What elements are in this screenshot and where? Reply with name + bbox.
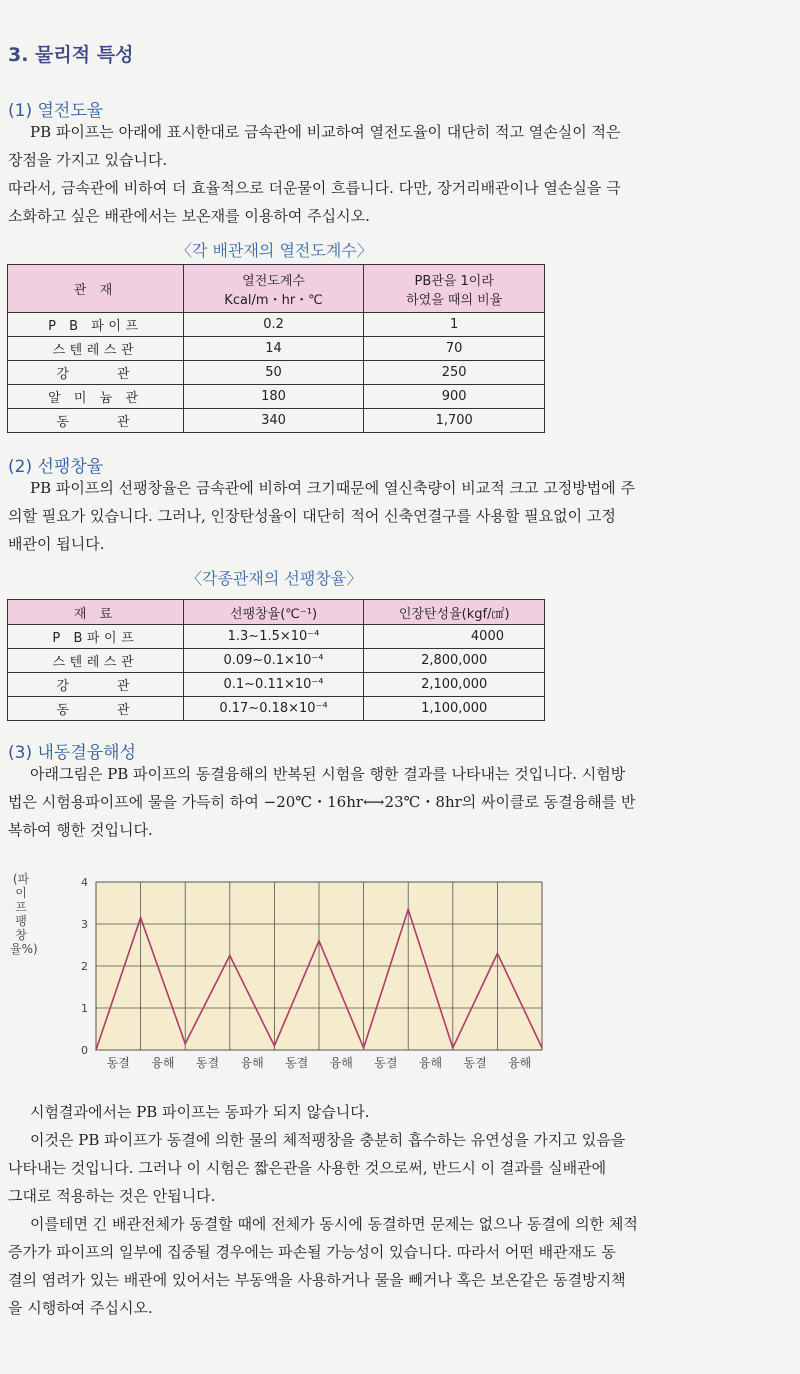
freeze-thaw-chart (30, 868, 560, 1080)
x-tick-label: 융해 (418, 1056, 443, 1070)
table-row (8, 673, 545, 697)
cell-expansion: 0.17∼0.18×10⁻⁴ (183, 697, 364, 721)
table-header-material: 관 재 (8, 265, 184, 313)
table-header-coefficient (183, 265, 364, 313)
table-row (8, 409, 545, 433)
data-point (95, 1049, 97, 1051)
table-header-ratio (364, 265, 545, 313)
table-header-expansion: 선팽창율(℃⁻¹) (183, 600, 364, 625)
header-line: PB관을 1이라 (414, 273, 494, 289)
x-tick-label: 융해 (508, 1056, 532, 1070)
table-row (8, 697, 545, 721)
x-tick-label: 융해 (329, 1056, 353, 1070)
thermal-conductivity-table (7, 264, 545, 433)
paragraph-line: 이를테면 긴 배관전체가 동결할 때에 전체가 동시에 동결하면 문제는 없으나 동결에 의한 체적 (30, 1215, 638, 1233)
cell-coefficient: 180 (183, 385, 364, 409)
main-title: 3. 물리적 특성 (8, 44, 134, 66)
cell-expansion: 0.1∼0.11×10⁻⁴ (183, 673, 364, 697)
x-tick-label: 융해 (151, 1056, 175, 1070)
cell-ratio: 900 (364, 385, 545, 409)
paragraph-line: 을 시행하여 주십시오. (8, 1299, 153, 1317)
cell-coefficient: 14 (183, 337, 364, 361)
section-2-paragraph (8, 474, 788, 558)
header-line: Kcal/m・hr・℃ (224, 292, 323, 308)
paragraph-line: 의할 필요가 있습니다. 그러나, 인장탄성율이 대단히 적어 신축연결구를 사용할 필요없이 고정 (8, 507, 616, 525)
cell-material: 알 미 늄 관 (8, 385, 184, 409)
cell-material: 스텐레스관 (8, 649, 184, 673)
data-point (497, 953, 499, 955)
cell-coefficient: 340 (183, 409, 364, 433)
x-tick-label: 동결 (106, 1056, 130, 1070)
paragraph-line: 장점을 가지고 있습니다. (8, 151, 168, 169)
data-point (229, 955, 231, 957)
cell-coefficient: 0.2 (183, 313, 364, 337)
x-tick-label: 동결 (285, 1056, 309, 1070)
cell-modulus: 4000 (364, 625, 545, 649)
paragraph-line: 법은 시험용파이프에 물을 가득히 하여 −20℃・16hr⟷23℃・8hr의 싸이클로 동결융해를 반 (8, 793, 636, 811)
table-row (8, 337, 545, 361)
paragraph-line: 그대로 적용하는 것은 안됩니다. (8, 1187, 216, 1205)
paragraph-line: PB 파이프는 아래에 표시한대로 금속관에 비교하여 열전도율이 대단히 적고 열손실이 적은 (30, 123, 621, 141)
cell-modulus: 2,800,000 (364, 649, 545, 673)
paragraph-line: 아래그림은 PB 파이프의 동결융해의 반복된 시험을 행한 결과를 나타내는 것입니다. 시험방 (30, 765, 626, 783)
cell-material: P B파이프 (8, 625, 184, 649)
header-line: 열전도계수 (242, 273, 305, 289)
y-tick-label: 3 (81, 918, 88, 931)
cell-ratio: 250 (364, 361, 545, 385)
data-point (184, 1043, 186, 1045)
section-3-title: (3) 내동결융해성 (8, 743, 137, 763)
paragraph-line: 소화하고 싶은 배관에서는 보온재를 이용하여 주십시오. (8, 207, 370, 225)
table-row (8, 313, 545, 337)
paragraph-line: PB 파이프의 선팽창율은 금속관에 비하여 크기때문에 열신축량이 비교적 크고 고정방법에 주 (30, 479, 635, 497)
x-tick-label: 융해 (240, 1056, 264, 1070)
cell-coefficient: 50 (183, 361, 364, 385)
y-tick-label: 0 (81, 1044, 88, 1057)
cell-ratio: 1 (364, 313, 545, 337)
x-tick-label: 동결 (463, 1056, 487, 1070)
paragraph-line: 이것은 PB 파이프가 동결에 의한 물의 체적팽창을 충분히 흡수하는 유연성을 가지고 있음을 (30, 1131, 626, 1149)
table-row (8, 361, 545, 385)
cell-modulus: 2,100,000 (364, 673, 545, 697)
cell-expansion: 0.09∼0.1×10⁻⁴ (183, 649, 364, 673)
y-tick-label: 4 (81, 876, 88, 889)
data-point (541, 1047, 543, 1049)
section-1-paragraph (8, 118, 788, 230)
cell-material: 강 관 (8, 361, 184, 385)
paragraph-line: 나타내는 것입니다. 그러나 이 시험은 짧은관을 사용한 것으로써, 반드시 이 결과를 실배관에 (8, 1159, 607, 1177)
table-1-caption: 〈각 배관재의 열전도계수〉 (176, 241, 373, 260)
cell-material: 동 관 (8, 409, 184, 433)
table-header-modulus: 인장탄성율(kgf/㎠) (364, 600, 545, 625)
cell-ratio: 1,700 (364, 409, 545, 433)
y-tick-label: 2 (81, 960, 88, 973)
cell-material: 동 관 (8, 697, 184, 721)
table-header-material: 재 료 (8, 600, 184, 625)
section-1-title: (1) 열전도율 (8, 101, 104, 121)
chart-y-axis-label: (파이프팽창율%) (10, 872, 38, 956)
linear-expansion-table (7, 599, 545, 721)
table-2-caption: 〈각종관재의 선팽창율〉 (186, 569, 363, 588)
cell-material: 강 관 (8, 673, 184, 697)
table-row (8, 625, 545, 649)
paragraph-line: 시험결과에서는 PB 파이프는 동파가 되지 않습니다. (30, 1103, 370, 1121)
cell-material: 스텐레스관 (8, 337, 184, 361)
conclusion-paragraph (8, 1098, 788, 1322)
paragraph-line: 결의 염려가 있는 배관에 있어서는 부동액을 사용하거나 물을 빼거나 혹은 보온같은 동결방지책 (8, 1271, 626, 1289)
table-row (8, 649, 545, 673)
section-3-paragraph (8, 760, 788, 844)
data-point (140, 917, 142, 919)
paragraph-line: 따라서, 금속관에 비하여 더 효율적으로 더운물이 흐릅니다. 다만, 장거리배관이나 열손실을 극 (8, 179, 621, 197)
data-point (407, 909, 409, 911)
data-point (318, 940, 320, 942)
paragraph-line: 복하여 행한 것입니다. (8, 821, 153, 839)
x-tick-label: 동결 (374, 1056, 398, 1070)
paragraph-line: 배관이 됩니다. (8, 535, 105, 553)
section-2-title: (2) 선팽창율 (8, 457, 104, 477)
cell-material: P B 파이프 (8, 313, 184, 337)
cell-ratio: 70 (364, 337, 545, 361)
header-line: 하였을 때의 비율 (406, 292, 503, 308)
data-point (274, 1045, 276, 1047)
table-row (8, 385, 545, 409)
cell-expansion: 1.3∼1.5×10⁻⁴ (183, 625, 364, 649)
data-point (363, 1047, 365, 1049)
y-tick-label: 1 (81, 1002, 88, 1015)
cell-modulus: 1,100,000 (364, 697, 545, 721)
paragraph-line: 증가가 파이프의 일부에 집중될 경우에는 파손될 가능성이 있습니다. 따라서 어떤 배관재도 동 (8, 1243, 616, 1261)
x-tick-label: 동결 (195, 1056, 220, 1070)
data-point (452, 1047, 454, 1049)
